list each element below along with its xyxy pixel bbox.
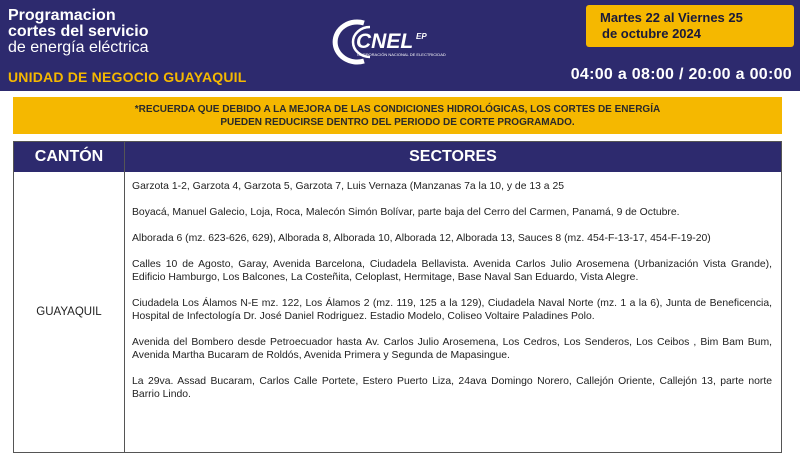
outage-hours: 04:00 a 08:00 / 20:00 a 00:00 — [570, 66, 792, 83]
sector-item: Boyacá, Manuel Galecio, Loja, Roca, Malecón Simón Bolívar, parte baja del Cerro del Carmen, Panamá, 9 de Octubre. — [132, 207, 680, 218]
sector-item: Alborada 6 (mz. 623-626, 629), Alborada 8, Alborada 10, Alborada 12, Alborada 13, Sauces 8 (mz. 454-F-13-17, 454-F-19-20) — [132, 233, 711, 244]
cnel-logo — [330, 17, 490, 67]
sector-item: La 29va. Assad Bucaram, Carlos Calle Portete, Estero Puerto Liza, 24ava Domingo Norero, Callejón Oriente, Callejón 13, parte norte Barrio Lindo. — [132, 376, 772, 400]
table-header — [14, 142, 781, 172]
sector-item: Avenida del Bombero desde Petroecuador hasta Av. Carlos Julio Arosemena, Los Cedros, Los Senderos, Los Ceibos , Bim Bam Bum, Avenida Martha Bucaram de Roldós, Avenida Primera y Segunda de Mapasingue. — [132, 337, 772, 361]
date-line-2: de octubre 2024 — [602, 26, 701, 41]
header-banner — [0, 0, 800, 91]
header-canton: CANTÓN — [34, 148, 104, 165]
column-divider — [124, 172, 125, 452]
sectors-cell — [132, 180, 772, 414]
sector-item: Garzota 1-2, Garzota 4, Garzota 5, Garzota 7, Luis Vernaza (Manzanas 7a la 10, y de 13 a 25 — [132, 181, 565, 192]
date-range-badge — [586, 5, 794, 47]
header-sectores: SECTORES — [124, 142, 781, 172]
outage-table — [13, 141, 782, 453]
logo-brand-text: CNEL — [356, 30, 414, 53]
sector-item: Calles 10 de Agosto, Garay, Avenida Barcelona, Ciudadela Bellavista. Avenida Carlos Julio Arosemena (Urbanización Vista Grande), Edificio Hamburgo, Los Balcones, La Costeñita, Celoplast, Hermitage, Base Naval San Eduardo, Vista Alegre. — [132, 259, 772, 283]
logo-suffix-text: EP — [416, 32, 427, 41]
notice-banner — [13, 97, 782, 134]
notice-line-1: *RECUERDA QUE DEBIDO A LA MEJORA DE LAS CONDICIONES HIDROLÓGICAS, LOS CORTES DE ENERGÍA — [134, 104, 661, 115]
title-line-1: Programacion — [8, 7, 116, 24]
date-line-1: Martes 22 al Viernes 25 — [600, 10, 743, 25]
notice-line-2: PUEDEN REDUCIRSE DENTRO DEL PERIODO DE CORTE PROGRAMADO. — [220, 117, 575, 128]
title-line-3: de energía eléctrica — [8, 39, 149, 56]
canton-cell — [14, 172, 124, 452]
business-unit-label: UNIDAD DE NEGOCIO GUAYAQUIL — [8, 69, 247, 85]
page-title — [8, 8, 149, 56]
canton-name: GUAYAQUIL — [36, 306, 102, 318]
title-line-2: cortes del servicio — [8, 23, 149, 40]
logo-subtitle-text: CORPORACIÓN NACIONAL DE ELECTRICIDAD — [357, 52, 446, 57]
sector-item: Ciudadela Los Álamos N-E mz. 122, Los Álamos 2 (mz. 119, 125 a la 129), Ciudadela Naval Norte (mz. 1 a la 6), Junta de Beneficencia, Hospital de Infectología Dr. José Daniel Rodriguez. Estadio Modelo, Coliseo Voltaire Paladines Polo. — [132, 298, 772, 322]
